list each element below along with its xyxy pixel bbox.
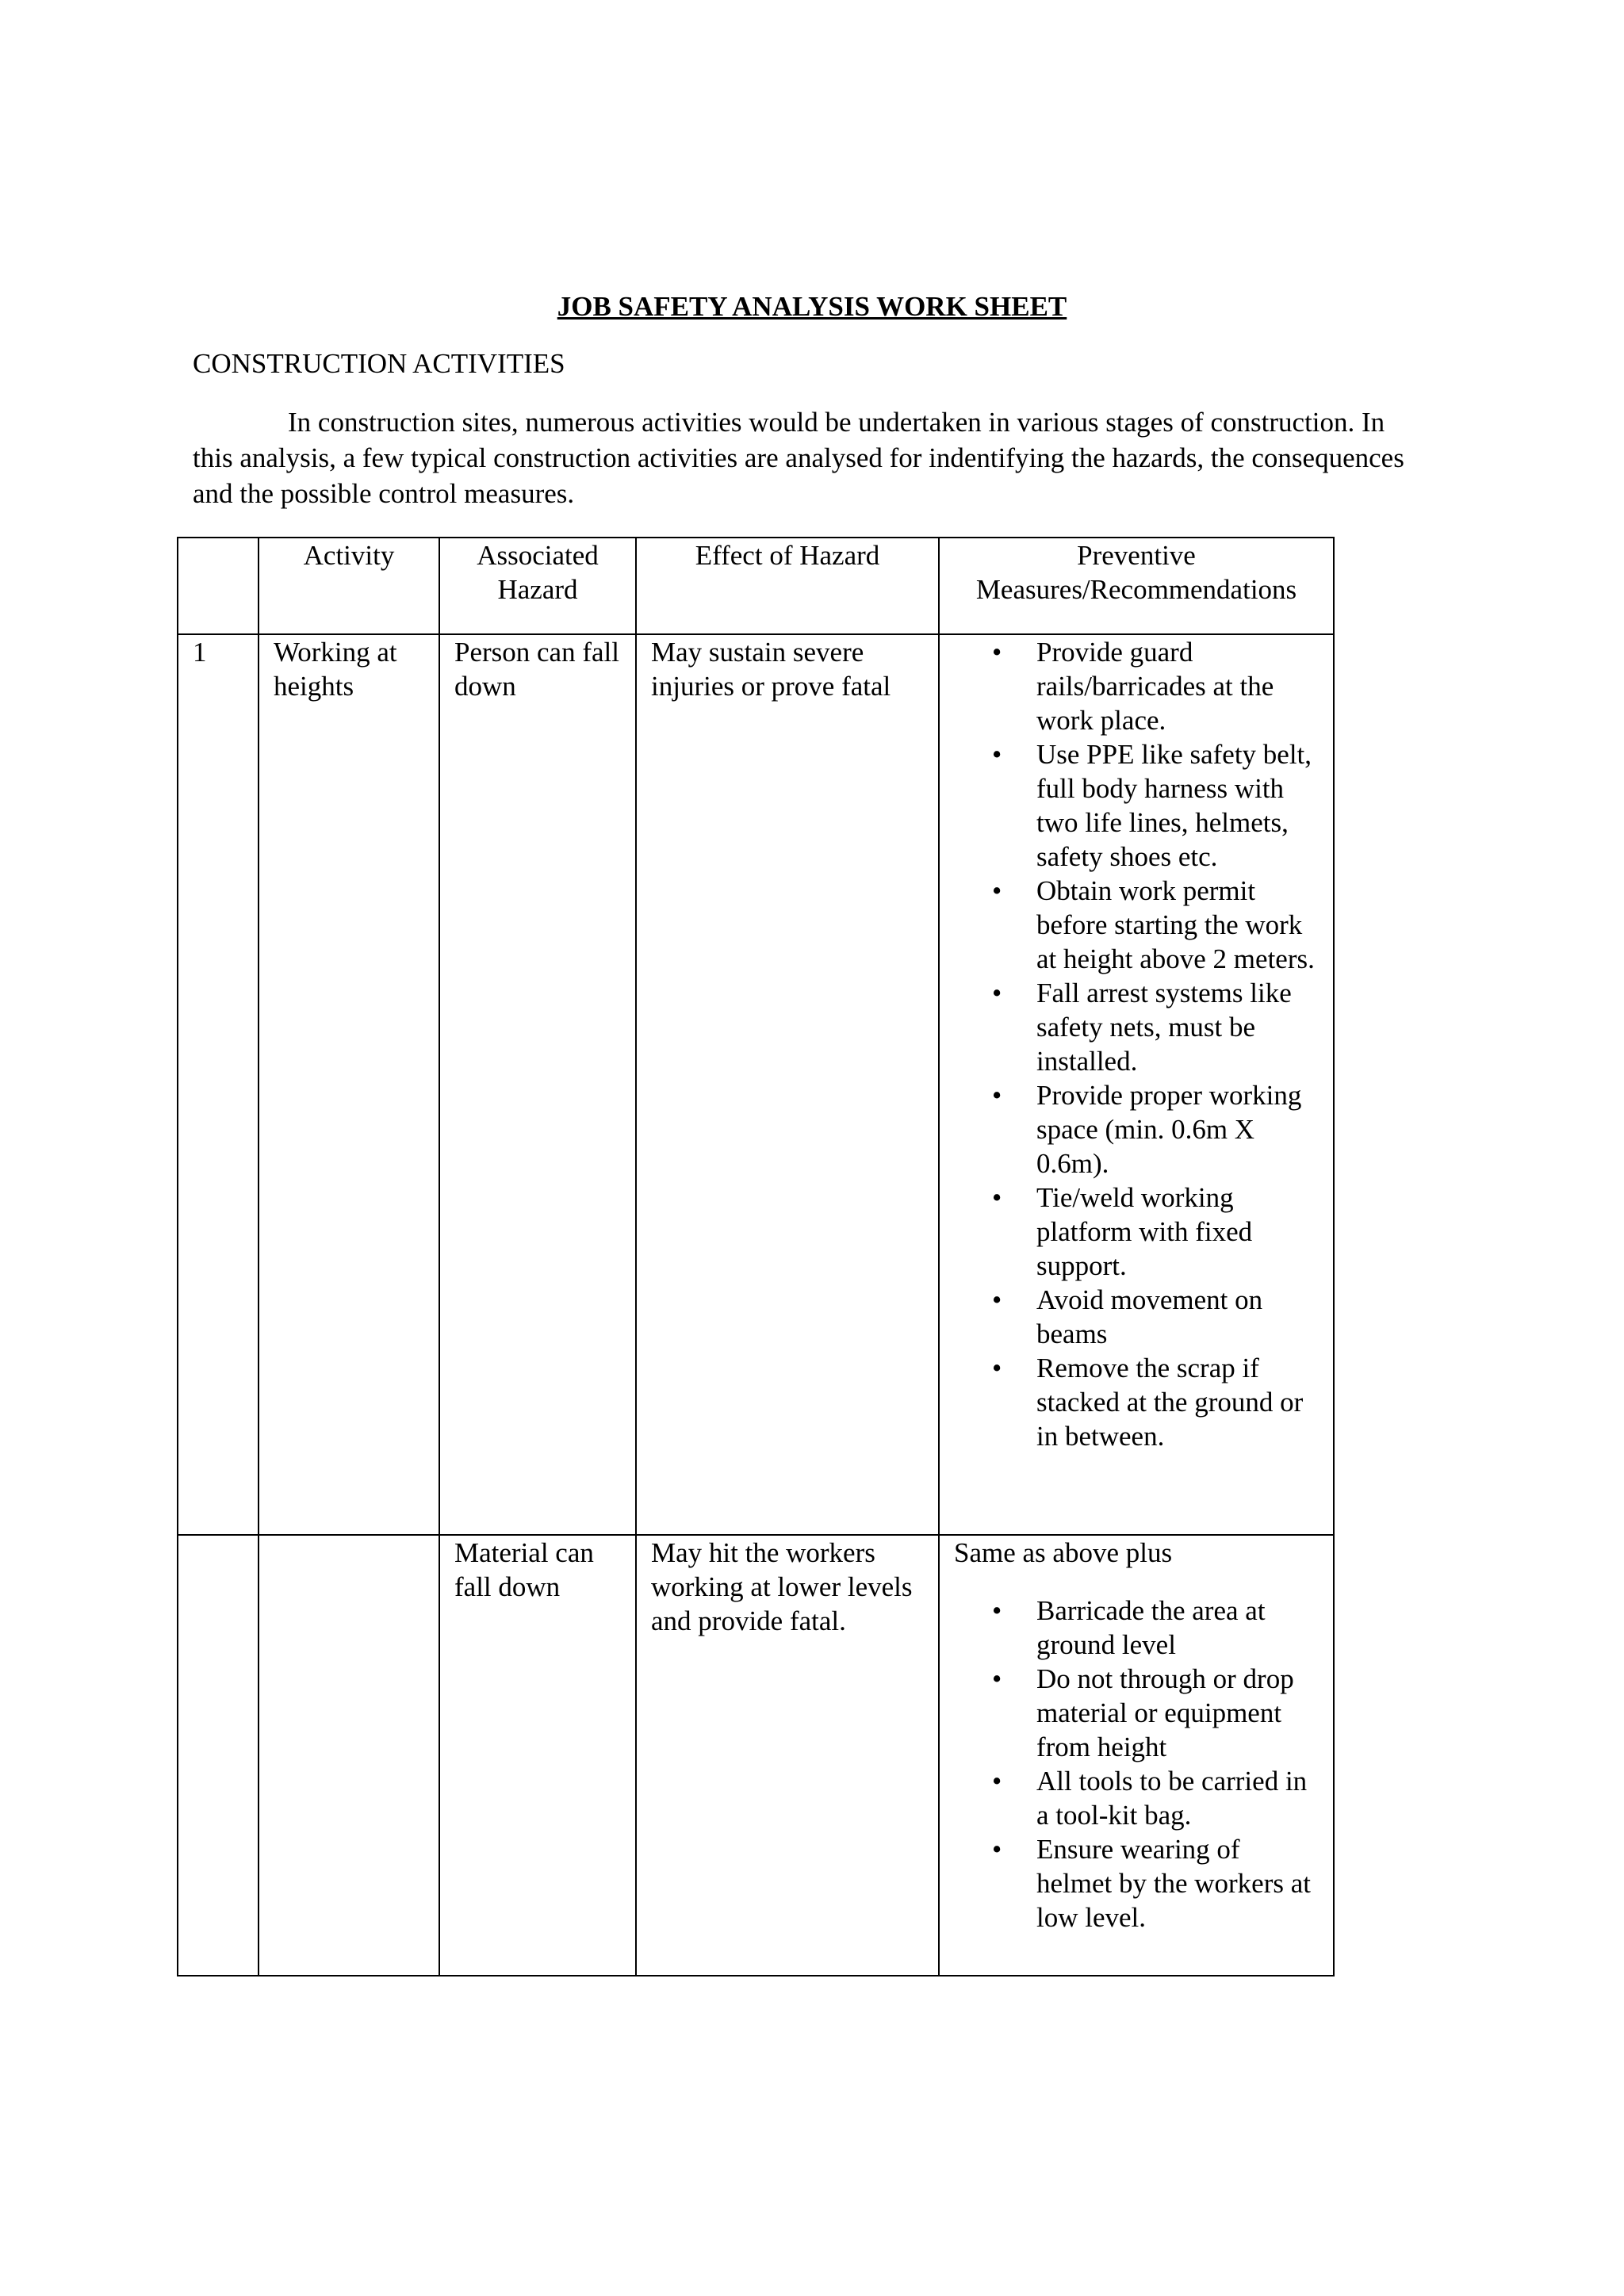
- list-item: • Tie/weld working platform with fixed support.: [954, 1181, 1319, 1283]
- document-title: JOB SAFETY ANALYSIS WORK SHEET: [557, 291, 1067, 322]
- table-row: [178, 1535, 1334, 1976]
- cell-hazard: Person can fall down: [439, 634, 636, 1535]
- header-no: [178, 538, 259, 634]
- cell-measures: [939, 1535, 1334, 1976]
- section-heading: CONSTRUCTION ACTIVITIES: [193, 348, 565, 379]
- list-item: • Ensure wearing of helmet by the workers at low level.: [954, 1832, 1319, 1934]
- intro-paragraph: In construction sites, numerous activities would be undertaken in various stages of construction. In this analysis, a few typical construction activities are analysed for indentifying the hazards, the consequences and the possible control measures.: [193, 407, 1404, 509]
- table-row: [178, 634, 1334, 1535]
- cell-measures: [939, 634, 1334, 1535]
- cell-no: [178, 1535, 259, 1976]
- table-header-row: [178, 538, 1334, 634]
- list-item: • Remove the scrap if stacked at the ground or in between.: [954, 1351, 1319, 1453]
- header-measures: Preventive Measures/Recommendations: [939, 538, 1334, 634]
- list-item: • Fall arrest systems like safety nets, must be installed.: [954, 976, 1319, 1078]
- list-item: • Use PPE like safety belt, full body harness with two life lines, helmets, safety shoes etc.: [954, 737, 1319, 874]
- cell-activity: [259, 1535, 439, 1976]
- header-effect: Effect of Hazard: [636, 538, 939, 634]
- list-item: • Barricade the area at ground level: [954, 1594, 1319, 1662]
- cell-effect: May sustain severe injuries or prove fatal: [636, 634, 939, 1535]
- job-safety-analysis-table: [177, 537, 1335, 1976]
- list-item: • Do not through or drop material or equipment from height: [954, 1662, 1319, 1764]
- cell-hazard: Material can fall down: [439, 1535, 636, 1976]
- cell-no: 1: [178, 634, 259, 1535]
- list-item: • Avoid movement on beams: [954, 1283, 1319, 1351]
- cell-effect: May hit the workers working at lower levels and provide fatal.: [636, 1535, 939, 1976]
- header-hazard: Associated Hazard: [439, 538, 636, 634]
- measures-list: [954, 635, 1319, 1453]
- cell-activity: Working at heights: [259, 634, 439, 1535]
- list-item: • All tools to be carried in a tool-kit bag.: [954, 1764, 1319, 1832]
- header-activity: Activity: [259, 538, 439, 634]
- measures-list: [954, 1594, 1319, 1934]
- measures-intro: Same as above plus: [954, 1537, 1173, 1568]
- list-item: • Obtain work permit before starting the work at height above 2 meters.: [954, 874, 1319, 976]
- list-item: • Provide guard rails/barricades at the work place.: [954, 635, 1319, 737]
- list-item: • Provide proper working space (min. 0.6m X 0.6m).: [954, 1078, 1319, 1181]
